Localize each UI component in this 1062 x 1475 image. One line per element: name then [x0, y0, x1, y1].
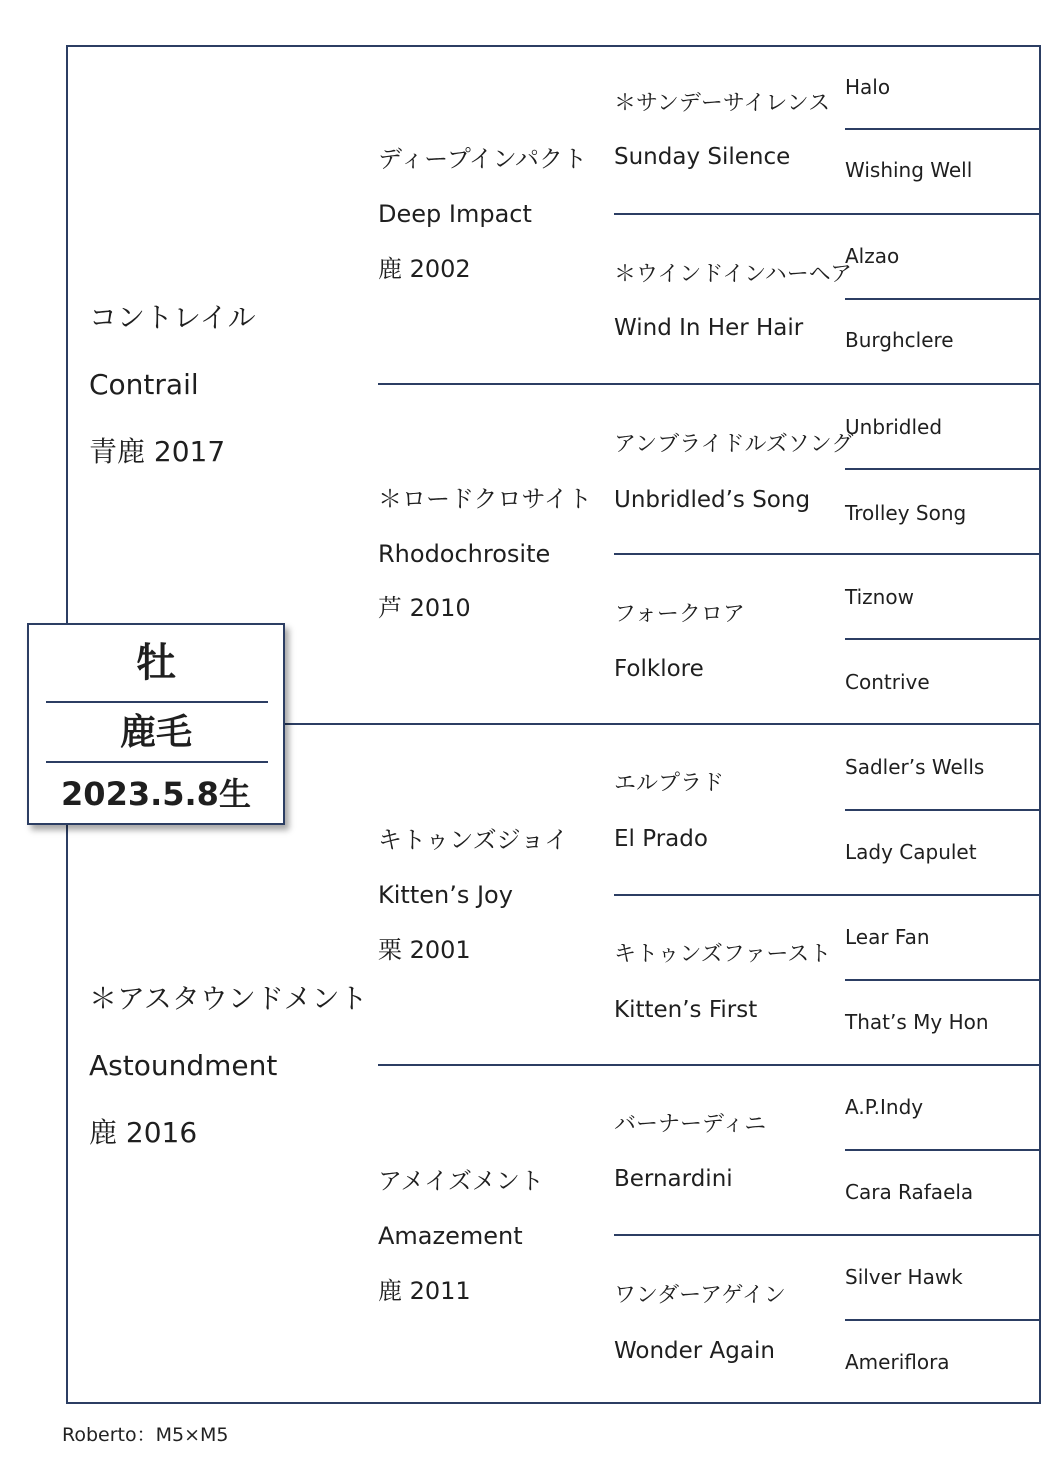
divider-sire-dam [285, 723, 1041, 725]
dam-sire-name-jp: キトゥンズジョイ [378, 826, 569, 854]
divider-gen4-1 [845, 128, 1041, 130]
g3-2-name-en: Wind In Her Hair [614, 315, 804, 341]
g4-16: Ameriflora [845, 1350, 950, 1374]
g3-3-name-en: Unbridled’s Song [614, 487, 811, 513]
divider-gen2-dam [378, 1064, 1041, 1066]
g4-12: That’s My Hon [845, 1010, 989, 1034]
g3-2-name-jp: ＊ウインドインハーヘア [614, 262, 853, 287]
divider-gen3-3 [614, 894, 1041, 896]
g4-11: Lear Fan [845, 925, 930, 949]
g3-6-name-jp: キトゥンズファースト [614, 942, 832, 967]
dam-dam-name-en: Amazement [378, 1222, 523, 1250]
dam-info: 鹿 2016 [89, 1116, 198, 1149]
g3-1-name-jp: ＊サンデーサイレンス [614, 91, 831, 116]
inbreeding-note: Roberto：M5×M5 [62, 1424, 229, 1446]
sire-sire-name-jp: ディープインパクト [378, 145, 588, 173]
g3-8-name-jp: ワンダーアゲイン [614, 1283, 786, 1308]
g4-13: A.P.Indy [845, 1095, 924, 1119]
dam-name-jp: ＊アスタウンドメント [89, 982, 368, 1015]
dam-dam-name-jp: アメイズメント [378, 1167, 544, 1195]
sire-dam-name-en: Rhodochrosite [378, 540, 551, 568]
g3-8-name-en: Wonder Again [614, 1338, 775, 1364]
g3-4-name-jp: フォークロア [614, 602, 745, 627]
g3-5-name-en: El Prado [614, 826, 708, 852]
divider-gen4-2 [845, 298, 1041, 300]
g4-6: Trolley Song [845, 501, 967, 525]
subject-separator-1 [46, 701, 268, 703]
divider-gen4-7 [845, 1149, 1041, 1151]
subject-separator-2 [46, 761, 268, 763]
sire-info: 青鹿 2017 [89, 435, 226, 468]
divider-gen3-2 [614, 553, 1041, 555]
dam-sire-info: 栗 2001 [378, 936, 471, 964]
sire-dam-info: 芦 2010 [378, 594, 471, 622]
g4-9: Sadler’s Wells [845, 755, 985, 779]
g4-2: Wishing Well [845, 158, 973, 182]
g3-3-name-jp: アンブライドルズソング [614, 432, 854, 457]
divider-gen4-4 [845, 638, 1041, 640]
divider-gen4-6 [845, 979, 1041, 981]
g3-5-name-jp: エルプラド [614, 771, 725, 796]
g4-1: Halo [845, 75, 891, 99]
dam-name-en: Astoundment [89, 1049, 278, 1082]
sire-sire-info: 鹿 2002 [378, 255, 471, 283]
g3-4-name-en: Folklore [614, 656, 704, 682]
divider-gen2-sire [378, 383, 1041, 385]
g3-7-name-en: Bernardini [614, 1166, 733, 1192]
g4-14: Cara Rafaela [845, 1180, 974, 1204]
g3-7-name-jp: バーナーディニ [614, 1112, 767, 1137]
divider-gen3-1 [614, 213, 1041, 215]
divider-gen4-3 [845, 468, 1041, 470]
subject-horse-box [27, 623, 285, 825]
divider-gen4-8 [845, 1319, 1041, 1321]
g4-5: Unbridled [845, 415, 943, 439]
g4-10: Lady Capulet [845, 840, 977, 864]
divider-gen3-4 [614, 1234, 1041, 1236]
subject-sex: 牡 [136, 640, 176, 686]
divider-gen4-5 [845, 809, 1041, 811]
g3-1-name-en: Sunday Silence [614, 144, 791, 170]
dam-dam-info: 鹿 2011 [378, 1277, 471, 1305]
g3-6-name-en: Kitten’s First [614, 997, 758, 1023]
g4-15: Silver Hawk [845, 1265, 963, 1289]
g4-3: Alzao [845, 244, 900, 268]
subject-coat: 鹿毛 [119, 712, 192, 753]
sire-dam-name-jp: ＊ロードクロサイト [378, 485, 592, 513]
sire-name-jp: コントレイル [89, 301, 256, 334]
dam-sire-name-en: Kitten’s Joy [378, 881, 513, 909]
sire-name-en: Contrail [89, 368, 199, 401]
g4-7: Tiznow [845, 585, 914, 609]
sire-sire-name-en: Deep Impact [378, 200, 532, 228]
subject-birthdate: 2023.5.8生 [61, 775, 251, 813]
g4-8: Contrive [845, 670, 930, 694]
g4-4: Burghclere [845, 328, 954, 352]
